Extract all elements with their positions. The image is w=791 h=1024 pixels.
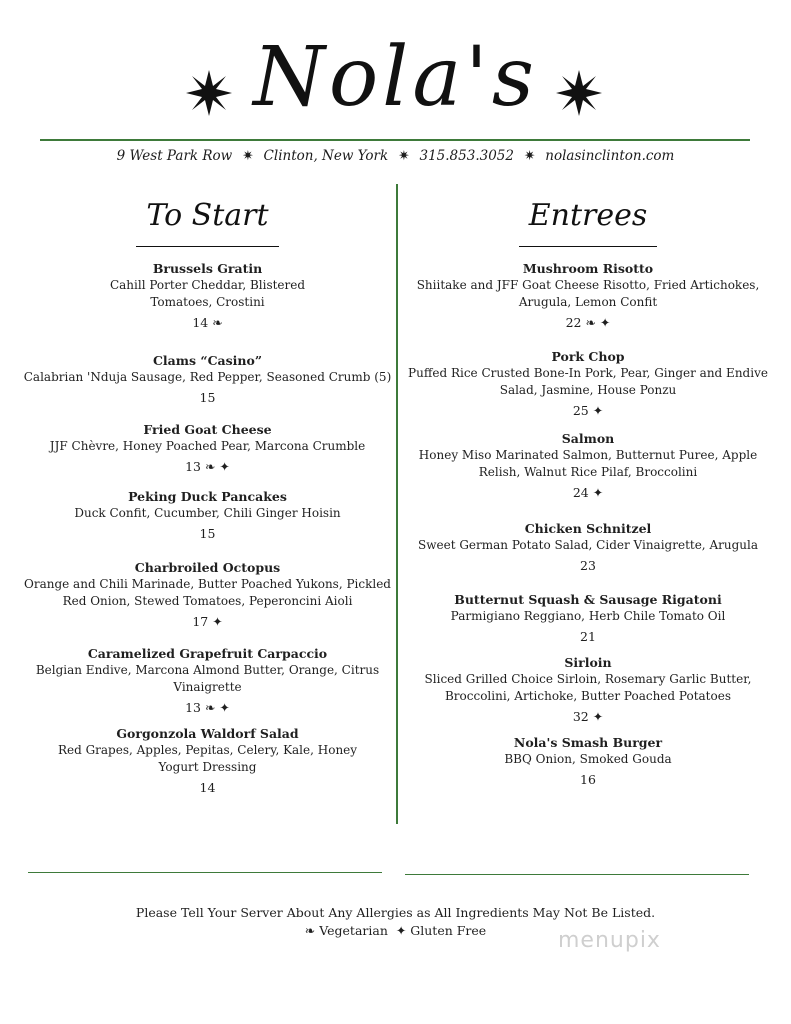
entrees-column: [404, 196, 772, 790]
separator-icon: ✷: [523, 148, 536, 164]
item-description: Red Grapes, Apples, Pepitas, Celery, Kale, Honey Yogurt Dressing: [57, 743, 358, 774]
item-price: 21: [580, 629, 596, 644]
menu-item: [404, 261, 772, 333]
entrees-title: Entrees: [519, 196, 658, 247]
item-name: Nola's Smash Burger: [513, 735, 663, 750]
menu-item: [404, 735, 772, 790]
separator-icon: ✷: [398, 148, 410, 164]
footer-divider-left: [28, 872, 382, 873]
menu-item: [404, 592, 772, 647]
menu-header: [0, 18, 791, 128]
menu-item: [20, 726, 395, 798]
menu-item: [20, 261, 395, 333]
item-description: Cahill Porter Cheddar, Blistered Tomatoes, Crostini: [109, 278, 306, 309]
menu-item: [20, 560, 395, 632]
item-name: Clams “Casino”: [152, 353, 263, 368]
item-name: Brussels Gratin: [152, 261, 263, 276]
item-description: JJF Chèvre, Honey Poached Pear, Marcona Crumble: [49, 439, 366, 453]
starters-title: To Start: [136, 196, 278, 247]
item-description: Sliced Grilled Choice Sirloin, Rosemary Garlic Butter, Broccolini, Artichoke, Butter Poached Potatoes: [424, 672, 752, 703]
menu-item: [20, 489, 395, 544]
item-price: 13 ❧ ✦: [185, 700, 230, 715]
contact-line: [0, 148, 791, 164]
item-description: Duck Confit, Cucumber, Chili Ginger Hoisin: [74, 506, 341, 520]
item-name: Chicken Schnitzel: [524, 521, 652, 536]
header-divider: [40, 139, 750, 141]
menu-item: [20, 422, 395, 477]
menupix-watermark: menupix: [558, 928, 661, 953]
column-divider: [396, 184, 398, 824]
item-price: 32 ✦: [572, 709, 604, 724]
item-name: Fried Goat Cheese: [143, 422, 272, 437]
item-description: Parmigiano Reggiano, Herb Chile Tomato Oil: [450, 609, 726, 623]
item-price: 15: [199, 390, 216, 405]
separator-icon: ✷: [242, 148, 254, 164]
menu-item: [404, 349, 772, 421]
item-description: BBQ Onion, Smoked Gouda: [504, 752, 672, 766]
item-description: Shiitake and JFF Goat Cheese Risotto, Fried Artichokes, Arugula, Lemon Confit: [416, 278, 760, 309]
restaurant-logo: Nola's: [253, 30, 538, 125]
item-price: 23: [580, 558, 596, 573]
item-name: Sirloin: [564, 655, 612, 670]
item-description: Puffed Rice Crusted Bone-In Pork, Pear, Ginger and Endive Salad, Jasmine, House Ponzu: [408, 366, 768, 397]
item-name: Caramelized Grapefruit Carpaccio: [87, 646, 328, 661]
menu-item: [404, 521, 772, 576]
item-price: 22 ❧ ✦: [565, 315, 611, 330]
menu-item: [404, 655, 772, 727]
item-price: 16: [580, 772, 596, 787]
item-price: 25 ✦: [572, 403, 604, 418]
item-description: Sweet German Potato Salad, Cider Vinaigrette, Arugula: [418, 538, 758, 552]
menu-item: [20, 353, 395, 408]
star-ornament-right-icon: [556, 70, 602, 116]
allergy-notice: Please Tell Your Server About Any Allergies as All Ingredients May Not Be Listed.: [135, 905, 656, 920]
footer-divider-right: [405, 874, 749, 875]
item-price: 14 ❧: [192, 315, 223, 330]
item-description: Belgian Endive, Marcona Almond Butter, Orange, Citrus Vinaigrette: [35, 663, 380, 694]
item-name: Gorgonzola Waldorf Salad: [116, 726, 299, 741]
item-price: 14: [199, 780, 216, 795]
menu-footer: [0, 904, 791, 940]
item-name: Butternut Squash & Sausage Rigatoni: [454, 592, 722, 607]
menu-item: [404, 431, 772, 503]
starters-column: [20, 196, 395, 798]
website-link[interactable]: nolasinclinton.com: [545, 148, 675, 164]
address-street: 9 West Park Row: [116, 148, 233, 164]
item-name: Peking Duck Pancakes: [128, 489, 287, 504]
item-description: Calabrian 'Nduja Sausage, Red Pepper, Seasoned Crumb (5): [23, 370, 392, 384]
phone-number[interactable]: 315.853.3052: [419, 148, 514, 164]
item-name: Charbroiled Octopus: [134, 560, 281, 575]
address-city: Clinton, New York: [263, 148, 389, 164]
item-name: Salmon: [561, 431, 615, 446]
menu-item: [20, 646, 395, 718]
dietary-legend: ❧ Vegetarian ✦ Gluten Free: [304, 923, 487, 938]
item-price: 13 ❧ ✦: [185, 459, 230, 474]
item-price: 24 ✦: [572, 485, 604, 500]
item-description: Orange and Chili Marinade, Butter Poached Yukons, Pickled Red Onion, Stewed Tomatoes, Peperoncini Aioli: [24, 577, 391, 608]
item-price: 15: [199, 526, 216, 541]
item-name: Mushroom Risotto: [522, 261, 654, 276]
item-description: Honey Miso Marinated Salmon, Butternut Puree, Apple Relish, Walnut Rice Pilaf, Broccolini: [418, 448, 758, 479]
item-name: Pork Chop: [551, 349, 625, 364]
item-price: 17 ✦: [192, 614, 223, 629]
